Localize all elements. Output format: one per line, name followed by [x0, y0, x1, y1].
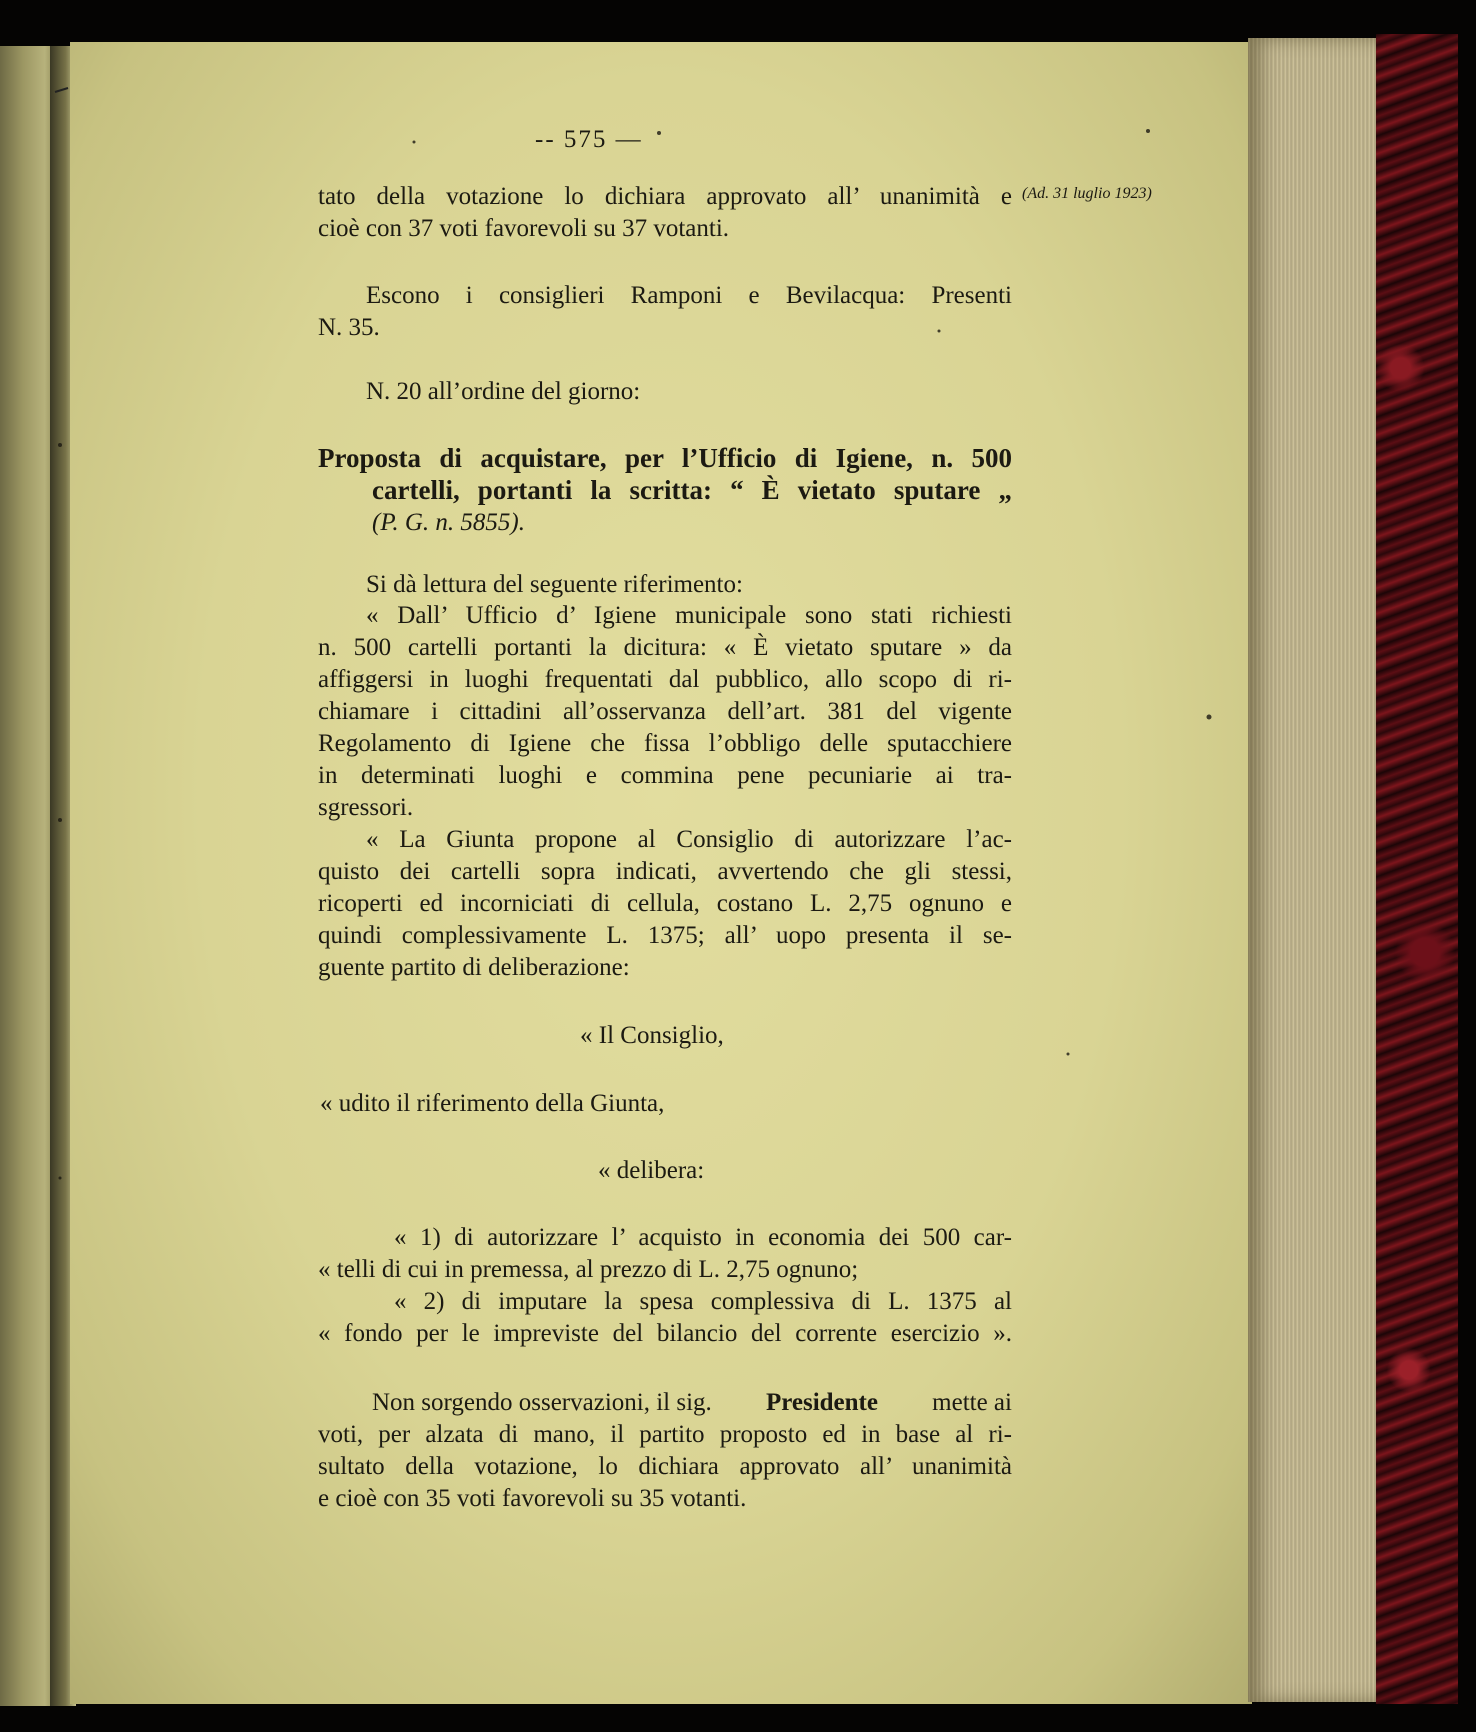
- text-line: « Dall’ Ufficio d’ Igiene municipale sono stati richiesti: [366, 602, 1012, 629]
- resolution-item: « telli di cui in premessa, al prezzo di L. 2,75 ognuno;: [318, 1256, 859, 1283]
- text-line: sgressori.: [318, 794, 414, 821]
- resolution-item: « fondo per le impreviste del bilancio del corrente esercizio ».: [318, 1320, 1012, 1347]
- text-line: n. 500 cartelli portanti la dicitura: « È vietato sputare » da: [318, 634, 1012, 661]
- deliberation-opening: « Il Consiglio,: [580, 1022, 724, 1049]
- proposal-heading: Proposta di acquistare, per l’Ufficio di Igiene, n. 500: [318, 443, 1012, 473]
- deliberation-verb: « delibera:: [598, 1157, 705, 1184]
- text-line: guente partito di deliberazione:: [318, 954, 630, 981]
- margin-date-note: (Ad. 31 luglio 1923): [1022, 185, 1152, 202]
- text-line: e cioè con 35 voti favorevoli su 35 votanti.: [318, 1485, 747, 1512]
- page-edges: [1248, 38, 1380, 1702]
- text-fragment: mette ai: [932, 1389, 1012, 1416]
- resolution-item: « 2) di imputare la spesa complessiva di L. 1375 al: [394, 1288, 1012, 1315]
- president-name: Presidente: [765, 1389, 878, 1416]
- text-line: « udito il riferimento della Giunta,: [320, 1090, 665, 1117]
- text-line: quindi complessivamente L. 1375; all’ uopo presenta il se-: [318, 922, 1012, 949]
- protocol-reference: (P. G. n. 5855).: [372, 509, 526, 536]
- agenda-item: N. 20 all’ordine del giorno:: [366, 378, 641, 405]
- marbled-binding: [1376, 34, 1458, 1704]
- resolution-item: « 1) di autorizzare l’ acquisto in economia dei 500 car-: [394, 1224, 1012, 1251]
- text-line: cioè con 37 voti favorevoli su 37 votanti.: [318, 215, 730, 242]
- text-line: sultato della votazione, lo dichiara approvato all’ unanimità: [318, 1453, 1012, 1480]
- text-line: Escono i consiglieri Ramponi e Bevilacqua: Presenti: [366, 282, 1012, 309]
- left-page-edge: [0, 46, 56, 1706]
- text-line: quisto dei cartelli sopra indicati, avvertendo che gli stessi,: [318, 858, 1012, 885]
- text-line: voti, per alzata di mano, il partito proposto ed in base al ri-: [318, 1421, 1012, 1448]
- text-line: in determinati luoghi e commina pene pecuniarie ai tra-: [318, 762, 1012, 789]
- text-line: « La Giunta propone al Consiglio di autorizzare l’ac-: [366, 826, 1012, 853]
- page-number: -- 575 —: [535, 126, 643, 153]
- text-line: affiggersi in luoghi frequentati dal pubblico, allo scopo di ri-: [318, 666, 1012, 693]
- text-line: N. 35.: [318, 314, 380, 341]
- text-fragment: Non sorgendo osservazioni, il sig.: [372, 1389, 712, 1416]
- text-line: chiamare i cittadini all’osservanza dell’art. 381 del vigente: [318, 698, 1012, 725]
- text-line: ricoperti ed incorniciati di cellula, costano L. 2,75 ognuno e: [318, 890, 1012, 917]
- text-line: tato della votazione lo dichiara approvato all’ unanimità e: [318, 183, 1012, 210]
- text-line: Regolamento di Igiene che fissa l’obbligo delle sputacchiere: [318, 730, 1012, 757]
- proposal-heading: cartelli, portanti la scritta: “ È vietato sputare „: [372, 475, 1012, 505]
- text-line: [372, 1387, 1012, 1419]
- text-line: Si dà lettura del seguente riferimento:: [366, 571, 743, 598]
